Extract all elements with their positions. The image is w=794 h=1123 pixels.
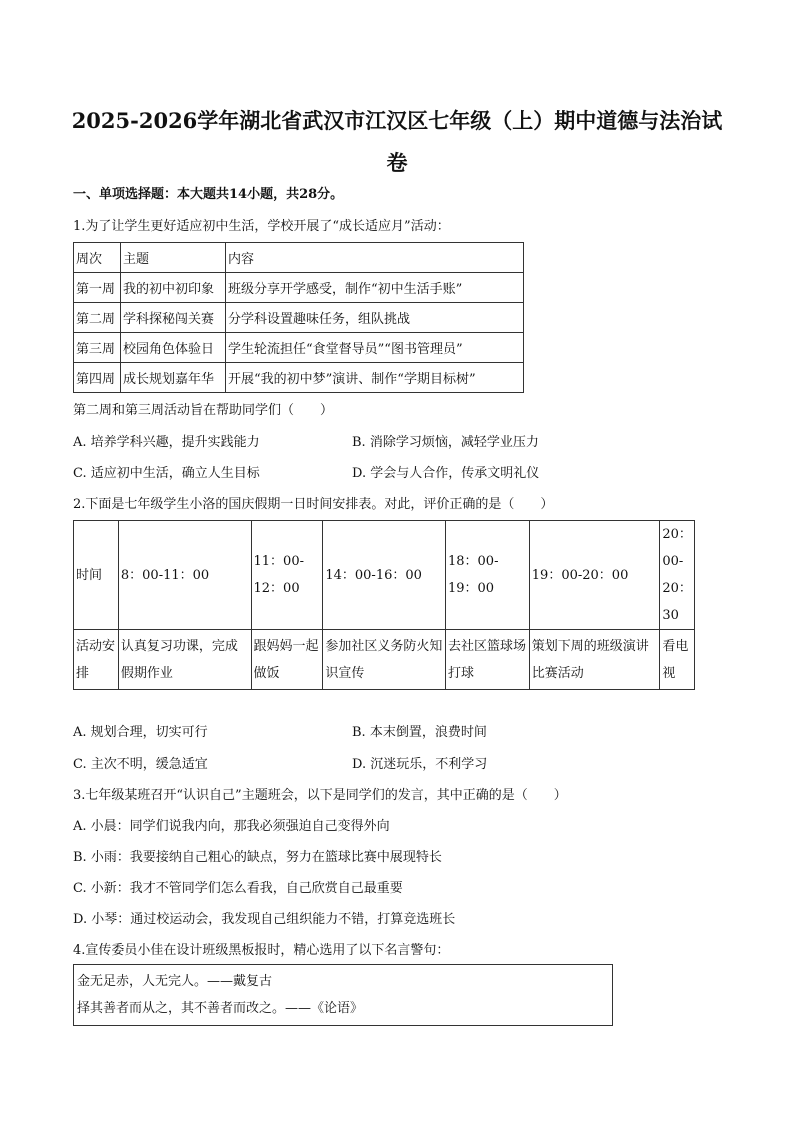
table-cell: 跟妈妈一起做饭: [251, 630, 323, 690]
table-row: [74, 303, 524, 333]
q1-stem: 1.为了让学生更好适应初中生活，学校开展了“成长适应月”活动：: [73, 219, 450, 234]
q2-option-b: B. 本末倒置，浪费时间: [352, 725, 487, 740]
table-cell: 周次: [74, 243, 121, 273]
table-cell: 参加社区义务防火知识宣传: [323, 630, 446, 690]
table-cell: 内容: [226, 243, 524, 273]
q4-quote: 金无足赤，人无完人。——戴复古: [77, 974, 273, 989]
page-title: [60, 100, 734, 184]
q2-schedule-table: [73, 520, 695, 690]
q1-option-d: D. 学会与人合作，传承文明礼仪: [352, 466, 540, 481]
table-row: [74, 363, 524, 393]
q3-option-d: D. 小琴：通过校运动会，我发现自己组织能力不错，打算竞选班长: [73, 912, 456, 927]
q1-question: 第二周和第三周活动旨在帮助同学们（ ）: [73, 403, 334, 418]
q1-option-a: A. 培养学科兴趣，提升实践能力: [73, 435, 260, 450]
table-cell: 20：00-20：30: [660, 521, 695, 630]
table-cell: 第四周: [74, 363, 121, 393]
q1-option-b: B. 消除学习烦恼，减轻学业压力: [352, 435, 539, 450]
table-cell: 认真复习功课，完成假期作业: [118, 630, 251, 690]
table-cell: 成长规划嘉年华: [121, 363, 226, 393]
table-row: [74, 630, 695, 690]
table-cell: 学科探秘闯关赛: [121, 303, 226, 333]
q4-stem: 4.宣传委员小佳在设计班级黑板报时，精心选用了以下名言警句：: [73, 943, 450, 958]
table-cell: 去社区篮球场打球: [445, 630, 529, 690]
q1-option-c: C. 适应初中生活，确立人生目标: [73, 466, 260, 481]
q4-quote: 择其善者而从之，其不善者而改之。——《论语》: [77, 1001, 364, 1016]
table-cell: 看电视: [660, 630, 695, 690]
q2-stem: 2.下面是七年级学生小洛的国庆假期一日时间安排表。对此，评价正确的是（ ）: [73, 497, 554, 512]
table-row: [74, 333, 524, 363]
table-cell: 第三周: [74, 333, 121, 363]
q2-option-a: A. 规划合理，切实可行: [73, 725, 208, 740]
table-cell: 策划下周的班级演讲比赛活动: [529, 630, 660, 690]
section-heading: 一、单项选择题：本大题共14小题，共28分。: [73, 187, 344, 202]
table-cell: 开展“我的初中梦”演讲、制作“学期目标树”: [226, 363, 524, 393]
table-cell: 第二周: [74, 303, 121, 333]
q2-option-d: D. 沉迷玩乐，不利学习: [352, 757, 488, 772]
title-line-1: 2025-2026学年湖北省武汉市江汉区七年级（上）期中道德与法治试: [71, 108, 723, 133]
q3-option-c: C. 小新：我才不管同学们怎么看我，自己欣赏自己最重要: [73, 881, 403, 896]
table-cell: 11：00-12：00: [251, 521, 323, 630]
q4-quote-box: [73, 964, 613, 1026]
table-row: [74, 243, 524, 273]
table-row: [74, 521, 695, 630]
table-cell: 主题: [121, 243, 226, 273]
table-row: [74, 273, 524, 303]
q3-option-a: A. 小晨：同学们说我内向，那我必须强迫自己变得外向: [73, 819, 390, 834]
table-cell: 第一周: [74, 273, 121, 303]
table-cell: 学生轮流担任“食堂督导员”“图书管理员”: [226, 333, 524, 363]
table-cell: 班级分享开学感受，制作“初中生活手账”: [226, 273, 524, 303]
q3-option-b: B. 小雨：我要接纳自己粗心的缺点，努力在篮球比赛中展现特长: [73, 850, 442, 865]
title-line-2: 卷: [386, 150, 408, 175]
table-cell: 我的初中初印象: [121, 273, 226, 303]
table-cell: 14：00-16：00: [323, 521, 446, 630]
q1-table: [73, 242, 524, 393]
table-cell: 19：00-20：00: [529, 521, 660, 630]
q3-stem: 3.七年级某班召开“认识自己”主题班会，以下是同学们的发言，其中正确的是（ ）: [73, 788, 567, 803]
table-cell: 18：00-19：00: [445, 521, 529, 630]
table-cell: 活动安排: [74, 630, 119, 690]
table-cell: 分学科设置趣味任务，组队挑战: [226, 303, 524, 333]
table-cell: 时间: [74, 521, 119, 630]
table-cell: 8：00-11：00: [118, 521, 251, 630]
q2-option-c: C. 主次不明，缓急适宜: [73, 757, 208, 772]
table-cell: 校园角色体验日: [121, 333, 226, 363]
